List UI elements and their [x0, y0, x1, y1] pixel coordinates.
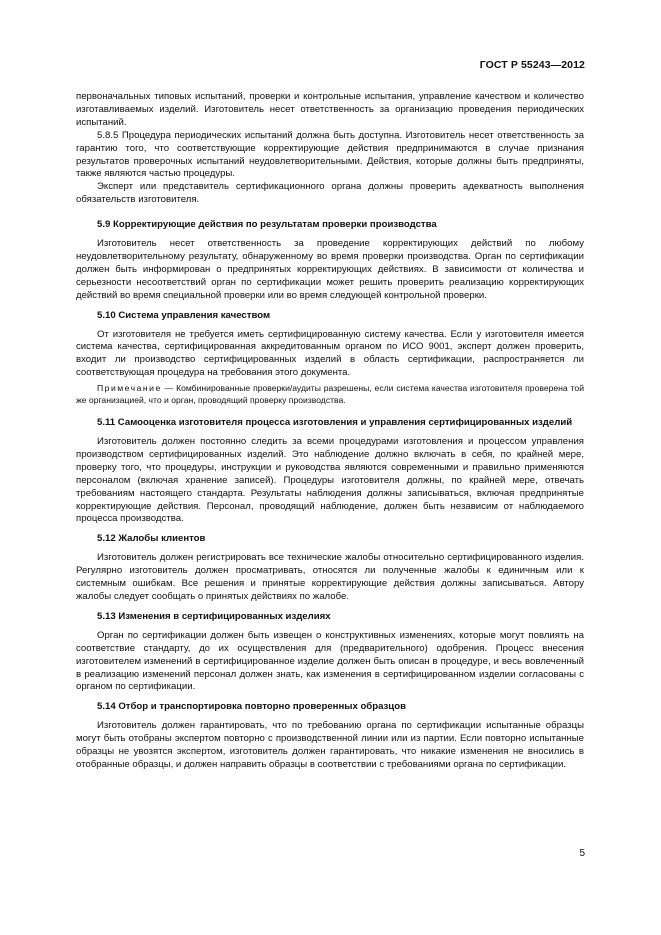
section-heading-5-9: 5.9 Корректирующие действия по результатам проверки производства: [97, 219, 437, 231]
section-heading-5-12: 5.12 Жалобы клиентов: [97, 533, 206, 545]
paragraph-5-8-5: 5.8.5 Процедура периодических испытаний должна быть доступна. Изготовитель несет ответственность за гарантию того, что соответствующие корректирующие действия предпринимаются в случае признания результатов проверочных испытаний неудовлетворительными. Действия, которые должны быть предприняты, также являются частью процедуры.: [76, 129, 584, 180]
note-label: Примечание: [97, 383, 162, 394]
note: [76, 383, 584, 406]
document-body: [76, 91, 584, 772]
paragraph-5-11: Изготовитель должен постоянно следить за всеми процедурами изготовления и процессом управления производством сертифицированных изделий. Это наблюдение должно включать в себя, по крайней мере, проверку того, что процедуры, инструкции и руководства являются современными и правильно применяются персоналом (включая хранение записей). Процедуры изготовителя должны, по крайней мере, отвечать требованиям настоящего стандарта. Результаты наблюдения должны записываться, включая предпринятые корректирующие действия. Персонал, проводящий наблюдение, должен быть независим от наблюдаемого процесса производства.: [76, 436, 584, 525]
paragraph-5-13: Орган по сертификации должен быть извещен о конструктивных изменениях, которые могут повлиять на соответствие стандарту, до их осуществления для (предварительного) одобрения. Процесс внесения изготовителем изменений в сертифицированное изделие должен быть описан в процедуре, и весь вовлеченный в реализацию изменений персонал должен знать, как изменения в сертифицированном изделии согласованы с органом по сертификации.: [76, 629, 584, 693]
standard-code: ГОСТ Р 55243—2012: [479, 59, 585, 71]
section-heading-5-11: 5.11 Самооценка изготовителя процесса изготовления и управления сертифицированных изделий: [97, 417, 573, 429]
paragraph-expert-check: Эксперт или представитель сертификационного органа должны проверить адекватность выполнения обязательств изготовителя.: [76, 181, 584, 206]
paragraph-5-12: Изготовитель должен регистрировать все технические жалобы относительно сертифицированного изделия. Регулярно изготовитель должен просматривать, относятся ли полученные жалобы к единичным или к системным ошибкам. Все решения и принятые корректирующие действия должны записываться. Автору жалобы следует сообщать о принятых действиях по жалобе.: [76, 552, 584, 602]
section-heading-5-14: 5.14 Отбор и транспортировка повторно проверенных образцов: [97, 701, 406, 713]
page-number: 5: [579, 848, 585, 859]
note-text: — Комбинированные проверки/аудиты разрешены, если система качества изготовителя проверена той же организацией, что и орган, проводящий проверку производства.: [76, 383, 584, 405]
section-heading-5-13: 5.13 Изменения в сертифицированных изделиях: [97, 610, 331, 622]
paragraph-5-10: От изготовителя не требуется иметь сертифицированную систему качества. Если у изготовителя имеется система качества, сертифицированная аккредитованным органом по ИСО 9001, эксперт должен проверить, входит ли производство сертифицированных изделий в область сертификации, распространяется ли соответствующая процедура на требования этого документа.: [76, 328, 584, 379]
paragraph-continuation: первоначальных типовых испытаний, проверки и контрольные испытания, управление качеством и количество изготавливаемых изделий. Изготовитель несет ответственность за организацию проведения периодических испытаний.: [76, 91, 584, 128]
paragraph-5-9: Изготовитель несет ответственность за проведение корректирующих действий по любому неудовлетворительному результату, обнаруженному во время проверки производства. Орган по сертификации должен быть информирован о предпринятых корректирующих действиях. В зависимости от количества и серьезности несоответствий орган по сертификации может решить проверить реализацию корректирующих действий во время специальной проверки или во время следующей контрольной проверки.: [76, 238, 584, 301]
paragraph-5-14: Изготовитель должен гарантировать, что по требованию органа по сертификации испытанные образцы могут быть отобраны экспертом повторно с производственной линии или из партии. Если повторно испытанные образцы не увозятся экспертом, изготовитель должен гарантировать, что никакие изменения не вносились в отобранные образцы, и должен направить образцы в соответствии с требованиями органа по сертификации.: [76, 720, 584, 770]
section-heading-5-10: 5.10 Система управления качеством: [97, 309, 271, 321]
